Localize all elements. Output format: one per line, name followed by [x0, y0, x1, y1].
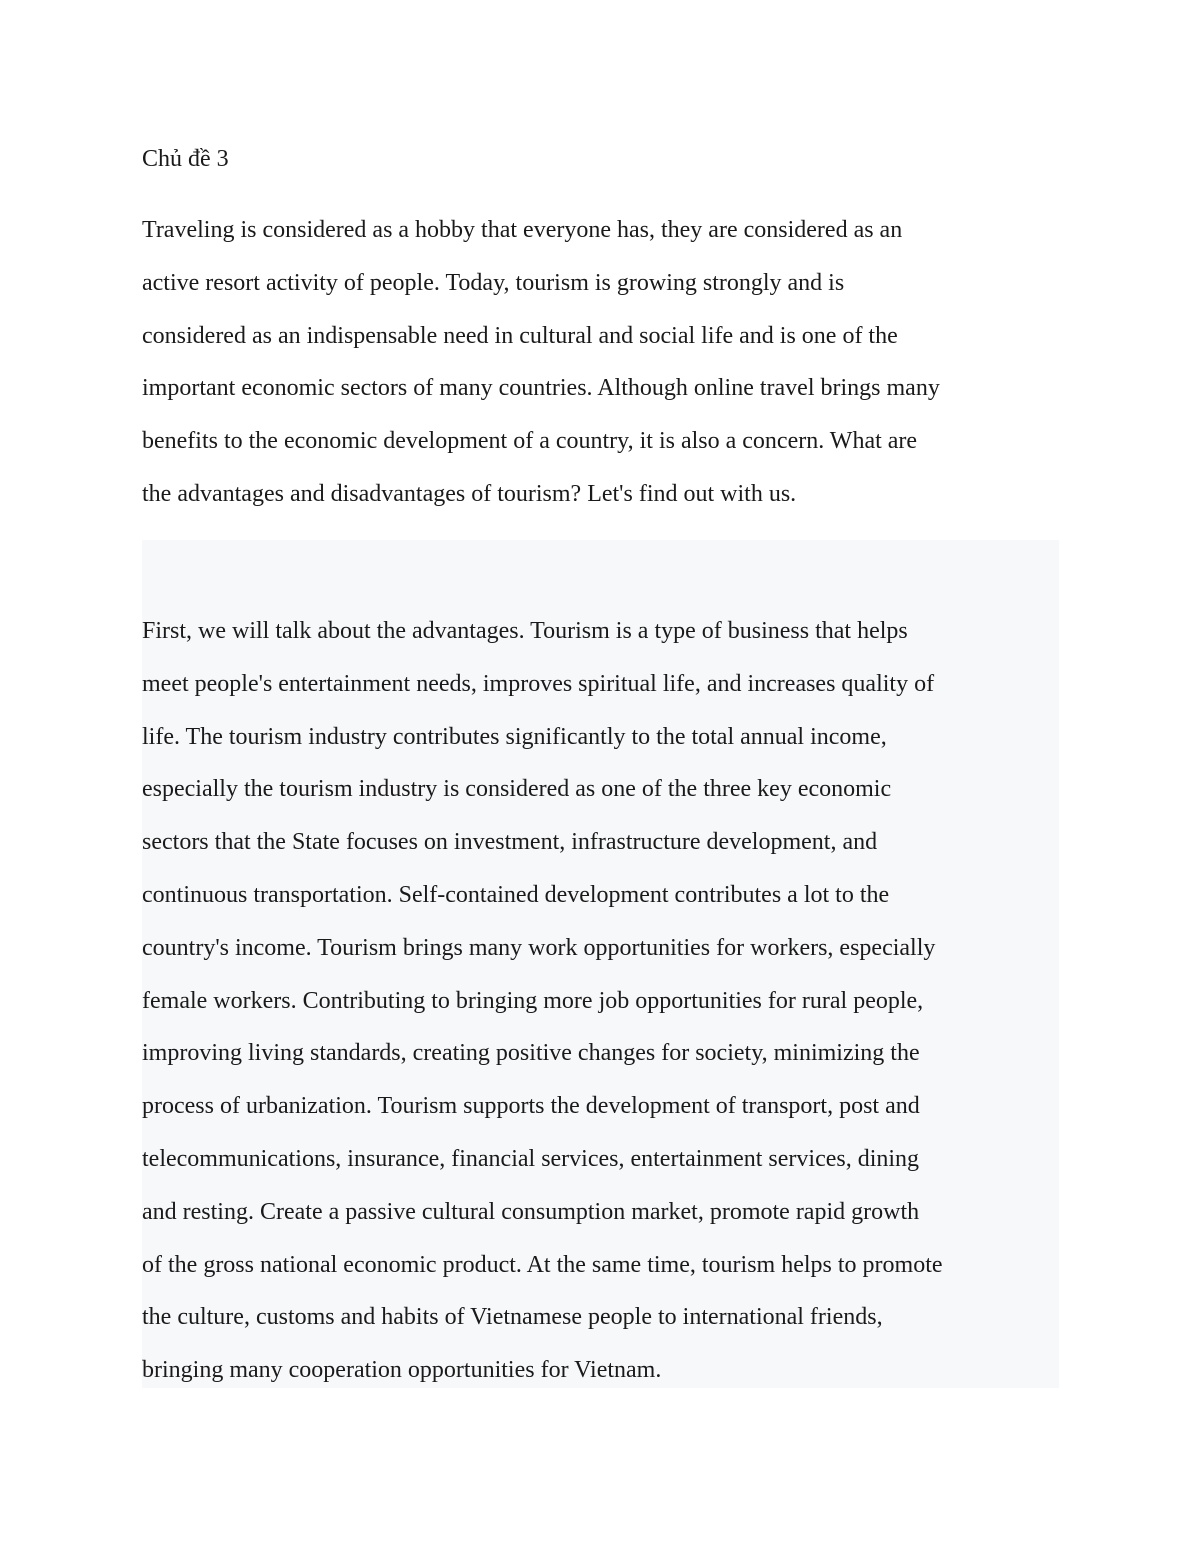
advantages-line: life. The tourism industry contributes significantly to the total annual income,	[142, 723, 887, 750]
intro-line: the advantages and disadvantages of tourism? Let's find out with us.	[142, 480, 797, 507]
document-heading: Chủ đề 3	[142, 146, 229, 172]
intro-line: important economic sectors of many countries. Although online travel brings many	[142, 375, 940, 402]
intro-line: benefits to the economic development of a country, it is also a concern. What are	[142, 428, 918, 455]
advantages-line: First, we will talk about the advantages. Tourism is a type of business that helps	[142, 618, 908, 644]
advantages-line: sectors that the State focuses on investment, infrastructure development, and	[142, 829, 878, 856]
intro-line: Traveling is considered as a hobby that everyone has, they are considered as an	[142, 217, 903, 243]
advantages-line: bringing many cooperation opportunities for Vietnam.	[142, 1357, 662, 1384]
advantages-line: process of urbanization. Tourism supports the development of transport, post and	[142, 1093, 920, 1120]
advantages-line: especially the tourism industry is considered as one of the three key economic	[142, 776, 892, 803]
advantages-line: telecommunications, insurance, financial services, entertainment services, dining	[142, 1145, 920, 1172]
advantages-line: country's income. Tourism brings many work opportunities for workers, especially	[142, 934, 936, 961]
intro-paragraph	[142, 204, 1062, 521]
advantages-line: improving living standards, creating positive changes for society, minimizing the	[142, 1040, 920, 1067]
advantages-line: female workers. Contributing to bringing more job opportunities for rural people,	[142, 987, 924, 1014]
advantages-line: continuous transportation. Self-contained development contributes a lot to the	[142, 881, 890, 908]
advantages-paragraph	[142, 605, 1062, 1397]
intro-line: considered as an indispensable need in cultural and social life and is one of the	[142, 322, 898, 349]
advantages-line: the culture, customs and habits of Vietnamese people to international friends,	[142, 1304, 883, 1331]
advantages-line: and resting. Create a passive cultural consumption market, promote rapid growth	[142, 1198, 920, 1225]
intro-line: active resort activity of people. Today, tourism is growing strongly and is	[142, 269, 845, 296]
advantages-line: of the gross national economic product. At the same time, tourism helps to promote	[142, 1251, 943, 1278]
advantages-line: meet people's entertainment needs, improves spiritual life, and increases quality of	[142, 670, 935, 697]
